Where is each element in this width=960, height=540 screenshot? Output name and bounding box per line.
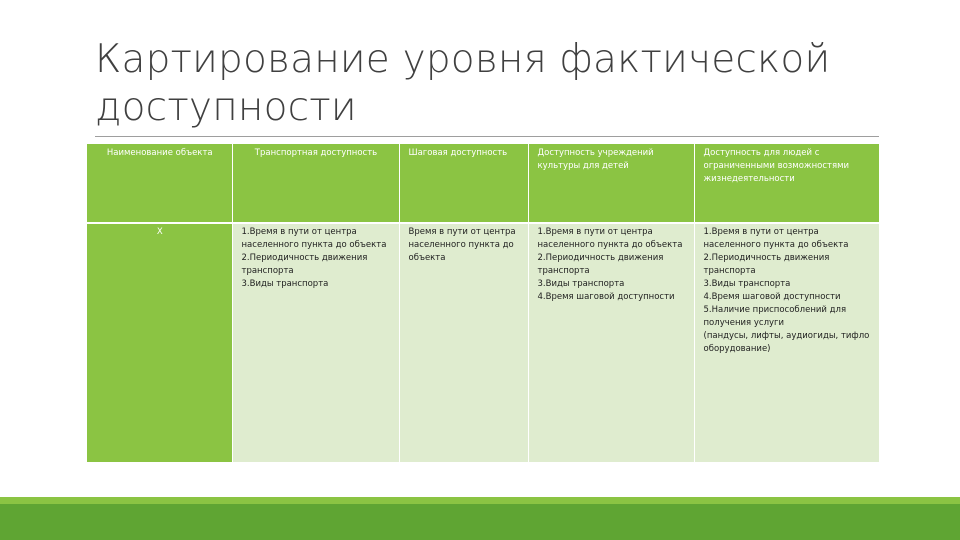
- cell-children-culture-access: [528, 223, 694, 462]
- cell-line: 3.Виды транспорта: [537, 279, 625, 289]
- footer-accent-bar: [0, 497, 960, 504]
- table-row: [87, 223, 879, 462]
- cell-line: 2.Периодичность движения транспорта: [241, 253, 368, 276]
- cell-line: 2.Периодичность движения транспорта: [537, 253, 664, 276]
- cell-object-name: Х: [87, 223, 232, 462]
- header-disabled-access: Доступность для людей с ограниченными возможностями жизнедеятельности: [694, 144, 879, 223]
- cell-disabled-access: [694, 223, 879, 462]
- header-object-name: Наименование объекта: [87, 144, 232, 223]
- footer-bar: [0, 504, 960, 540]
- cell-transport-access: [232, 223, 399, 462]
- cell-line: 2.Периодичность движения транспорта: [703, 253, 830, 276]
- cell-line: 5.Наличие приспособлений для получения услуги: [703, 305, 847, 328]
- header-walking-access: Шаговая доступность: [399, 144, 528, 223]
- table-header-row: [87, 144, 879, 223]
- slide-title: Картирование уровня фактической доступности: [95, 37, 831, 130]
- title-underline: [95, 136, 879, 137]
- cell-line: 1.Время в пути от центра населенного пункта до объекта: [703, 227, 849, 250]
- cell-line: 4.Время шаговой доступности: [703, 292, 841, 302]
- cell-line: 4.Время шаговой доступности: [537, 292, 675, 302]
- cell-line: 3.Виды транспорта: [703, 279, 791, 289]
- cell-line: Время в пути от центра населенного пункта до объекта: [408, 227, 516, 263]
- cell-line: 1.Время в пути от центра населенного пункта до объекта: [241, 227, 387, 250]
- header-transport-access: Транспортная доступность: [232, 144, 399, 223]
- cell-line: (пандусы, лифты, аудиогиды, тифло оборудование): [703, 331, 870, 354]
- cell-walking-access: [399, 223, 528, 462]
- cell-line: 1.Время в пути от центра населенного пункта до объекта: [537, 227, 683, 250]
- header-children-culture-access: Доступность учреждений культуры для детей: [528, 144, 694, 223]
- accessibility-table: [87, 144, 879, 462]
- cell-line: 3.Виды транспорта: [241, 279, 329, 289]
